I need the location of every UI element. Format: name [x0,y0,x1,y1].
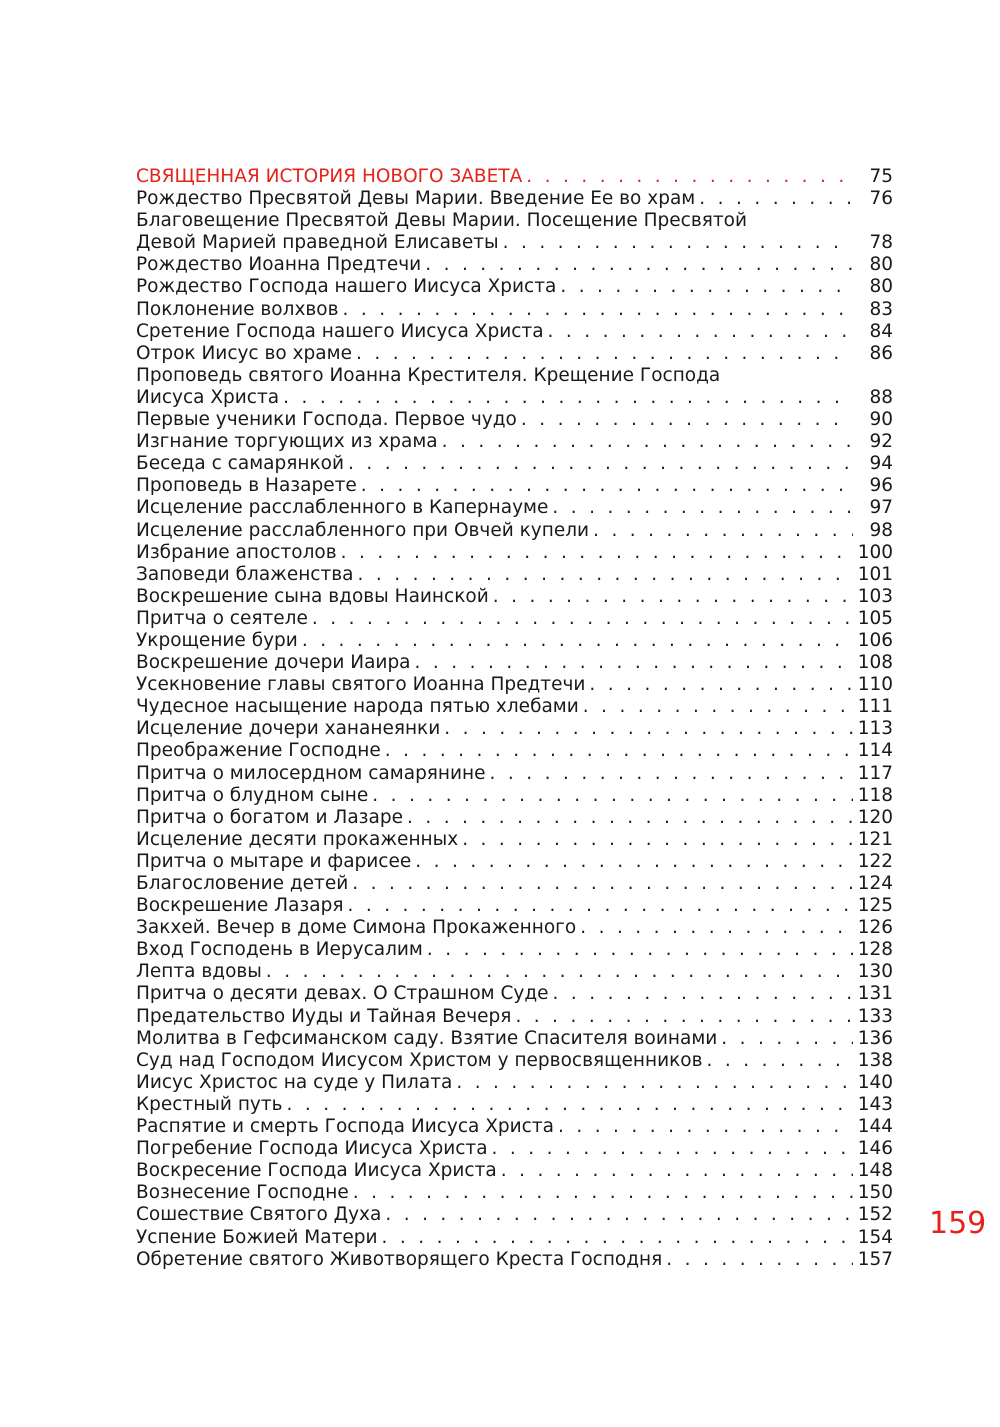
dot-leader [580,917,853,939]
toc-entry-page: 84 [869,320,893,342]
toc-entry [136,1050,893,1072]
dot-leader [583,696,853,718]
toc-entry [136,939,893,961]
dot-leader [341,542,853,564]
toc-entry [136,718,893,740]
toc-entry [136,564,893,586]
toc-entry [136,1116,893,1138]
toc-entry [136,497,893,519]
dot-leader [560,276,853,298]
toc-entry-row [136,763,893,785]
dot-leader [501,1160,853,1182]
dot-leader [526,166,853,188]
dot-leader [302,630,853,652]
toc-entry-page: 114 [857,740,893,762]
toc-entry-row [136,453,893,475]
toc-entry-title: Рождество Господа нашего Иисуса Христа [136,276,557,298]
toc-entry [136,763,893,785]
toc-entry-row [136,696,893,718]
toc-entry [136,542,893,564]
toc-entry-row [136,718,893,740]
toc-entry-page: 140 [857,1071,893,1093]
toc-entry-title: Изгнание торгующих из храма [136,431,438,453]
toc-entry-page: 103 [857,585,893,607]
toc-entry-row [136,829,893,851]
toc-entry [136,1028,893,1050]
toc-entry [136,1160,893,1182]
toc-entry-row [136,1249,893,1271]
toc-entry-row [136,387,893,409]
toc-entry-title: Беседа с самарянкой [136,453,344,475]
toc-entry [136,1182,893,1204]
toc-entry-page: 78 [869,232,893,254]
toc-entry-page: 118 [857,784,893,806]
dot-leader [492,1138,853,1160]
dot-leader [442,431,853,453]
toc-entry-row [136,1028,893,1050]
toc-entry-row [136,807,893,829]
dot-leader [356,343,853,365]
toc-entry-title: Вход Господень в Иерусалим [136,939,423,961]
toc-entry-title: Закхей. Вечер в доме Симона Прокаженного [136,917,577,939]
toc-entry-page: 143 [857,1093,893,1115]
toc-entry [136,1094,893,1116]
toc-entry [136,586,893,608]
toc-entry-page: 111 [857,696,893,718]
toc-entry-title: Благословение детей [136,873,349,894]
dot-leader [427,939,853,961]
toc-entry-title: Иисуса Христа [136,386,280,408]
toc-entry-row [136,520,893,542]
toc-entry [136,365,893,409]
toc-section-heading [136,166,893,188]
toc-entry-page: 148 [857,1160,893,1182]
dot-leader [444,718,853,740]
toc-entry-row [136,497,893,519]
toc-entry-page: 144 [857,1116,893,1138]
toc-entry-title: Суд над Господом Иисусом Христом у первосвященников [136,1049,703,1071]
toc-entry [136,343,893,365]
toc-entry-page: 80 [869,276,893,298]
toc-entry-row [136,299,893,321]
toc-entry-title: Исцеление десяти прокаженных [136,828,459,850]
toc-entry-page: 108 [857,652,893,674]
toc-entry-row [136,232,893,254]
toc-entry-title: Преображение Господне [136,740,381,762]
toc-entry [136,254,893,276]
dot-leader [415,851,853,873]
toc-entry [136,608,893,630]
toc-entry-page: 83 [869,298,893,320]
toc-entry-row [136,674,893,696]
toc-entry-row [136,586,893,608]
dot-leader [358,564,854,586]
dot-leader [382,1227,853,1249]
toc-entry-title: Усекновение главы святого Иоанна Предтечи [136,674,586,696]
dot-leader [343,299,853,321]
dot-leader [385,740,853,762]
dot-leader [503,232,853,254]
toc-entry [136,983,893,1005]
toc-entry-row [136,1182,893,1204]
dot-leader [347,895,853,917]
toc-entry-title: Рождество Иоанна Предтечи [136,254,422,276]
toc-entry-page: 154 [857,1226,893,1248]
dot-leader [493,586,853,608]
toc-entry [136,299,893,321]
toc-entry-title: Исцеление расслабленного при Овчей купели [136,519,590,541]
dot-leader [407,807,853,829]
toc-entry-page: 122 [857,850,893,872]
toc-entry-title: Укрощение бури [136,629,298,651]
toc-entry [136,674,893,696]
toc-entry-title: Поклонение волхвов [136,298,339,320]
toc-entry-row [136,740,893,762]
toc-entry-page: 105 [857,607,893,629]
toc-entry-title: Успение Божией Матери [136,1226,378,1248]
toc-entry [136,453,893,475]
toc-entry-row [136,608,893,630]
dot-leader [372,785,853,807]
toc-entry [136,873,893,895]
toc-entry [136,740,893,762]
toc-entry-row [136,1094,893,1116]
toc-entry [136,475,893,497]
toc-entry-title: Притча о сеятеле [136,607,308,629]
toc-entry [136,188,893,210]
toc-entry-page: 106 [857,629,893,651]
toc-entry-page: 146 [857,1138,893,1160]
dot-leader [266,961,853,983]
toc-entry-title-line: Благовещение Пресвятой Девы Марии. Посещение Пресвятой [136,210,748,232]
toc-entry-row [136,321,893,343]
toc-entry [136,630,893,652]
toc-entry-title: Вознесение Господне [136,1182,349,1204]
toc-entry-page: 125 [857,895,893,917]
toc-entry-title: Притча о мытаре и фарисее [136,850,412,872]
dot-leader [352,873,853,895]
toc-entry-page: 130 [857,961,893,983]
toc-entry-page: 75 [869,166,893,187]
toc-entry-row [136,1160,893,1182]
toc-entry-title: Рождество Пресвятой Девы Марии. Введение Ее во храм [136,188,696,210]
toc-entry [136,1006,893,1028]
toc-entry-row [136,276,893,298]
toc-entry-row [136,542,893,564]
dot-leader [348,453,853,475]
toc-entry-page: 126 [857,917,893,939]
toc-entry [136,431,893,453]
toc-entry-title: Воскресение Господа Иисуса Христа [136,1160,497,1182]
dot-leader [552,497,853,519]
toc-entry-page: 76 [869,188,893,210]
dot-leader [548,321,853,343]
toc-entry-title: Сошествие Святого Духа [136,1204,382,1226]
toc-entry-page: 152 [857,1204,893,1226]
page-number: 159 [929,1206,987,1241]
toc-entry-title: Крестный путь [136,1093,283,1115]
toc-entry-title: Притча о милосердном самарянине [136,762,486,784]
toc-entry [136,1227,893,1249]
toc-entry-page: 92 [869,431,893,453]
toc-entry-page: 86 [869,342,893,364]
toc-entry [136,851,893,873]
toc-entry-page: 101 [857,563,893,585]
toc-entry-title: Притча о десяти девах. О Страшном Суде [136,983,549,1005]
toc-entry-page: 133 [857,1005,893,1027]
toc-entry-page: 113 [857,718,893,740]
toc-entry [136,696,893,718]
toc-entry [136,409,893,431]
toc-entry-page: 96 [869,475,893,497]
toc-entry [136,895,893,917]
toc-entry-row [136,343,893,365]
toc-entry-title: Молитва в Гефсиманском саду. Взятие Спасителя воинами [136,1027,718,1049]
toc-entry [136,1138,893,1160]
dot-leader [462,829,853,851]
toc-entry [136,1072,893,1094]
dot-leader [553,983,853,1005]
toc-entry [136,210,893,254]
dot-leader [593,520,853,542]
toc-entry-row [136,873,893,895]
dot-leader [353,1182,853,1204]
toc-entry-title: Проповедь в Назарете [136,475,357,497]
toc-entry-row [136,188,893,210]
dot-leader [287,1094,853,1116]
toc-entry-page: 124 [857,873,893,894]
toc-entry-title: Исцеление дочери хананеянки [136,718,441,740]
toc-entry [136,652,893,674]
toc-entry [136,917,893,939]
dot-leader [490,763,853,785]
toc-entry-title: Первые ученики Господа. Первое чудо [136,409,517,431]
table-of-contents [136,166,893,1271]
dot-leader [456,1072,853,1094]
dot-leader [521,409,853,431]
toc-entry-row [136,166,893,188]
toc-entry-page: 90 [869,409,893,431]
toc-entry [136,1204,893,1226]
toc-entry-row [136,1116,893,1138]
toc-entry-row [136,895,893,917]
toc-entry-row [136,1050,893,1072]
toc-entry-row [136,1072,893,1094]
toc-entry-title: Воскрешение дочери Иаира [136,652,411,674]
toc-entry-row [136,785,893,807]
toc-entry-title: Иисус Христос на суде у Пилата [136,1071,453,1093]
dot-leader [589,674,853,696]
toc-entry-page: 150 [857,1182,893,1204]
toc-entry-row [136,1227,893,1249]
toc-entry-row [136,475,893,497]
toc-entry-page: 120 [857,806,893,828]
toc-entry-page: 98 [869,519,893,541]
toc-entry-row [136,939,893,961]
toc-entry-page: 88 [869,386,893,408]
toc-entry-title: Обретение святого Животворящего Креста Господня [136,1248,663,1270]
toc-entry [136,520,893,542]
toc-entry-row [136,917,893,939]
toc-entry-row [136,1006,893,1028]
toc-entry [136,321,893,343]
toc-entry-title: Девой Марией праведной Елисаветы [136,232,499,254]
toc-entry-page: 100 [857,541,893,563]
toc-entry [136,785,893,807]
dot-leader [707,1050,853,1072]
toc-entry [136,1249,893,1271]
toc-entry-title: Погребение Господа Иисуса Христа [136,1138,488,1160]
toc-entry-page: 97 [869,497,893,519]
toc-entry-title: Лепта вдовы [136,961,262,983]
dot-leader [666,1249,853,1271]
dot-leader [425,254,853,276]
toc-entry-row [136,630,893,652]
toc-entry-row [136,652,893,674]
toc-entry-row [136,254,893,276]
toc-entry-page: 110 [857,674,893,696]
toc-entry-title: Распятие и смерть Господа Иисуса Христа [136,1116,554,1138]
toc-entry-row [136,1204,893,1226]
toc-entry-title: Воскрешение сына вдовы Наинской [136,585,489,607]
toc-entry-row [136,564,893,586]
toc-entry-row [136,983,893,1005]
toc-entry-page: 157 [857,1248,893,1270]
toc-entry-row [136,1138,893,1160]
toc-entry-title: Отрок Иисус во храме [136,342,352,364]
toc-entry-title: Заповеди блаженства [136,563,354,585]
dot-leader [558,1116,853,1138]
toc-entry-page: 131 [857,983,893,1005]
toc-entry [136,961,893,983]
toc-entry-title: Избрание апостолов [136,541,337,563]
toc-entry-title: Сретение Господа нашего Иисуса Христа [136,320,544,342]
toc-entry-page: 80 [869,254,893,276]
toc-entry-title: Притча о блудном сыне [136,784,369,806]
dot-leader [312,608,853,630]
toc-entry [136,276,893,298]
toc-entry-row [136,431,893,453]
toc-entry-page: 117 [857,762,893,784]
toc-entry-row [136,851,893,873]
toc-entry-page: 121 [857,828,893,850]
toc-entry-page: 136 [857,1027,893,1049]
dot-leader [699,188,853,210]
toc-entry-page: 128 [857,939,893,961]
toc-entry-title: Предательство Иуды и Тайная Вечеря [136,1005,512,1027]
dot-leader [721,1028,853,1050]
toc-entry-page: 138 [857,1049,893,1071]
toc-entry-title: Воскрешение Лазаря [136,895,344,917]
toc-entry [136,807,893,829]
toc-entry-title: Чудесное насыщение народа пятью хлебами [136,696,579,718]
dot-leader [283,387,853,409]
toc-entry-title-line: Проповедь святого Иоанна Крестителя. Крещение Господа [136,364,721,386]
dot-leader [415,652,853,674]
toc-entry-title: Исцеление расслабленного в Капернауме [136,497,549,519]
toc-entry-title: СВЯЩЕННАЯ ИСТОРИЯ НОВОГО ЗАВЕТА [136,166,523,187]
dot-leader [515,1006,853,1028]
dot-leader [385,1204,853,1226]
toc-entry-row [136,961,893,983]
toc-entry-row [136,409,893,431]
toc-entry-page: 94 [869,453,893,475]
toc-entry-title: Притча о богатом и Лазаре [136,806,403,828]
dot-leader [361,475,853,497]
toc-entry [136,829,893,851]
